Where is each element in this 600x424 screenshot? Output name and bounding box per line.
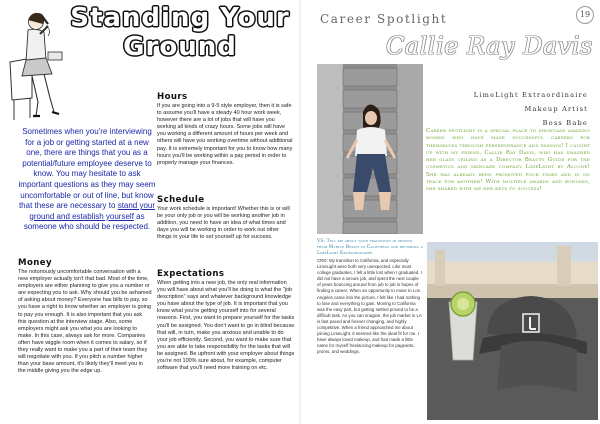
title-line-1: Standing Your (70, 3, 290, 33)
money-body: The notoriously uncomfortable conversation with a new employer actually isn't that bad. Most of the time, employers are either planning to give you a number or are expecting you to ask. Why should you be ashamed of asking about money? Everyone has bills to pay, so you have a right to know whether an employer is going to pay you enough. It is also important that you ask this question at the interview stage. Also, some employers might ask you what you are looking to make. In this case, always ask for more. Companies often have wiggle room when it comes to salary, so if they really want to make you a part of their team they will negotiate with you. If you pitch a number higher than your base amount, it's likely they'll meet you in the middle giving you the edge up. (18, 269, 152, 375)
section-money (18, 258, 152, 375)
role-1: LimeLight Extraordinaire (473, 91, 588, 99)
hat-and-drink-photo (427, 242, 598, 420)
woman-on-phone-illustration (2, 6, 68, 124)
page-number: 19 (576, 6, 594, 24)
expectations-body: When getting into a new job, the only real information you will have about what you'll be doing is what the "job description" says and whatever background knowledge you have about the type of job. It is important that you know what you're getting yourself into for several reasons. First, you want to prepare yourself for the tasks you'll be assigned. You don't want to go in blind because that will, in turn, make you anxious and unable to do your job efficiently. Second, you want to make sure that you are able to take responsibility for the tasks that will be assigned. Be upfront with your employer about things you're not 100% sure about, for example, computer software that you'll need more training on etc. (157, 280, 295, 372)
intro-text: Sometimes when you're interviewing for a job or getting started at a new one, there are things that you as a potential/future employee deserve to know. You may hesitate to ask important questions as they may seem uncomfortable or out of line, but know that these are necessary to (18, 127, 156, 211)
schedule-heading: Schedule (157, 195, 205, 205)
spotlight-intro: Career spotlight is a special place to showcase amazing women who have made successful careers for themselves through perserverance and passion! I caught up with my friend, Callie Ray Davis, who has smashed her glass ceiling as a Director Beauty Guide for the cosmetics and skincare company LimeLight by Alcone! She has already been promoted four times and is on track for another! With multiple awards and bonuses, she shared with me her keys to success! (426, 128, 590, 193)
portrait-on-stairs-photo (317, 64, 423, 234)
role-titles (440, 88, 588, 130)
schedule-body: Your work schedule is important! Whether this is or will be your only job or you will be working another job in addition, you need to have an idea of what times and days you will be working in order to work out other things in your life to set yourself up for success. (157, 206, 290, 241)
intro-end: as someone who should be respected. (23, 211, 151, 232)
section-expectations (157, 269, 295, 372)
section-hours (157, 92, 295, 167)
section-schedule (157, 195, 295, 241)
page-spine (299, 0, 301, 424)
interview-question: VS: Tell me about your transition in moving from Myrtle Beach to California and becoming a LimeLight Extraordinaire. (317, 239, 423, 256)
role-2: Makeup Artist (524, 105, 588, 113)
role-3: Boss Babe (542, 119, 588, 127)
title-line-2: Ground (123, 32, 237, 62)
money-heading: Money (18, 258, 53, 268)
article-title (68, 4, 292, 62)
intro-link[interactable]: stand your ground and establish yourself (29, 201, 156, 221)
hours-body: If you are going into a 9-5 style employer, then it is safe to assume you'll have a steady 40 hour work week, however there are a lot of jobs that will have you working all kinds of crazy hours. Some jobs will have you working a different amount of hours per week and others will have you working overtime without additional pay. It is extremely important for you to know how many hours you'll be working within a pay period in order to properly manage your finances. (157, 103, 293, 166)
expectations-heading: Expectations (157, 269, 225, 279)
hours-heading: Hours (157, 92, 188, 102)
spotlight-name: Callie Ray Davis (386, 32, 593, 60)
interview-answer: CRD: My transition to California, and especially LimeLight were both very unexpected. Like most college graduates, I felt a little lost when I graduated. I did not have a secure job, and spent the next couple of years bouncing around from job to job in hopes of finding a career. When an opportunity to move to Los Angeles came into the picture, I felt like I had nothing to lose and everything to gain. Moving to California was the easy part, but getting settled proved to be a difficult task. As you can imagine, the job market in LA is fast paced and forever changing, and highly competitive. When a friend approached me about joining LimeLight, it seemed like the ideal fit for me. I have always loved makeup, and had made a little name for myself freelancing makeup for pageants, proms, and weddings. (317, 258, 422, 355)
career-spotlight-label: Career Spotlight (320, 12, 448, 26)
article-intro (18, 127, 156, 233)
